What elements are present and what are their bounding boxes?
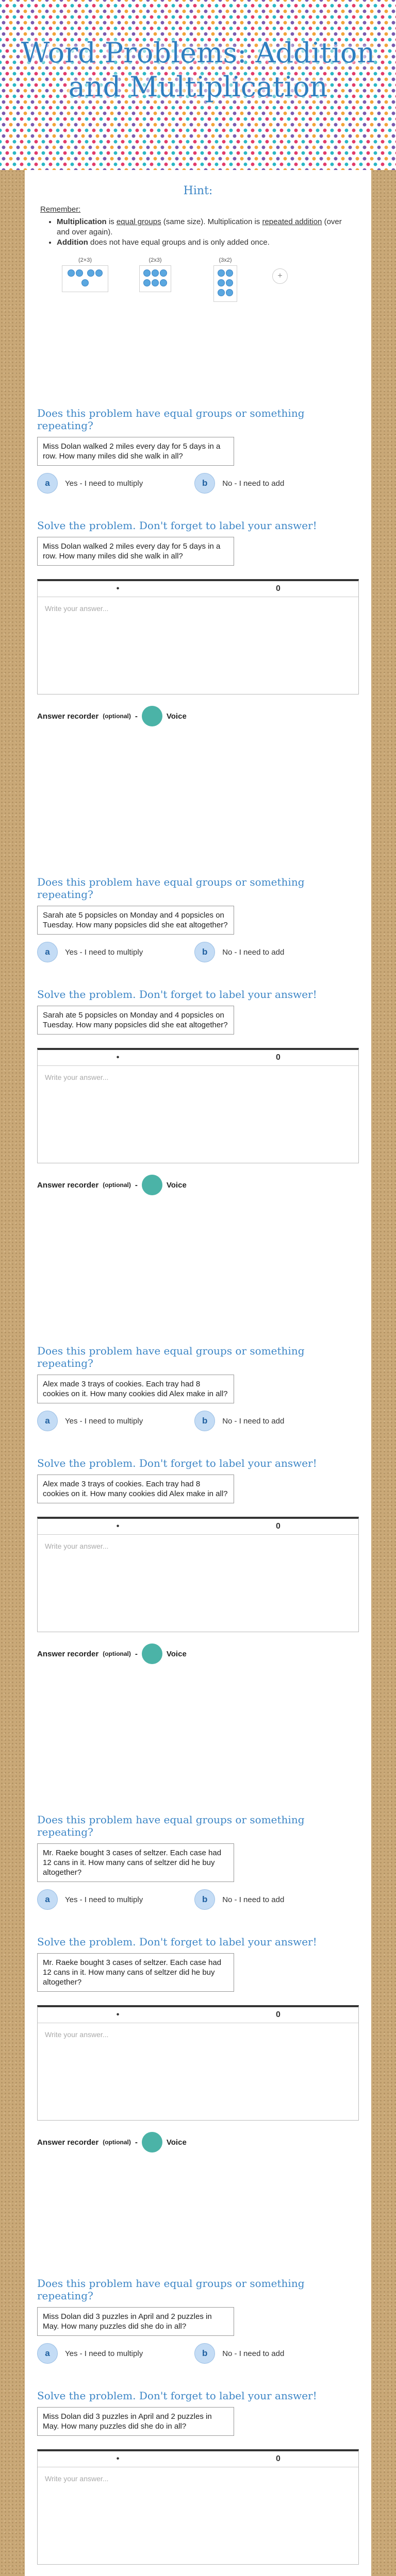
hint-multiplication: • Multiplication is equal groups (same size). Multiplication is repeated addition (over and over again). xyxy=(57,217,356,238)
choice-multiply[interactable] xyxy=(37,2343,143,2364)
recorder-optional: (optional) xyxy=(103,2139,131,2146)
hint-title: Hint: xyxy=(183,184,213,197)
choice-b-label: No - I need to add xyxy=(222,947,285,957)
choice-a-label: Yes - I need to multiply xyxy=(65,479,143,488)
problem-section xyxy=(37,876,359,1195)
record-voice-icon[interactable] xyxy=(142,2132,162,2153)
tile-2: (2x3) xyxy=(132,257,178,292)
solve-heading: Solve the problem. Don't forget to label your answer! xyxy=(37,1457,317,1469)
answer-table-header xyxy=(38,581,358,597)
column-bullet: • xyxy=(116,584,120,593)
solve-heading: Solve the problem. Don't forget to label your answer! xyxy=(37,2389,317,2402)
recorder-label: Answer recorder xyxy=(37,1649,99,1658)
problem-section xyxy=(37,1345,359,1664)
problem-text: Mr. Raeke bought 3 cases of seltzer. Each case had 12 cans in it. How many cans of seltzer did he buy altogether? xyxy=(37,1843,234,1882)
problem-text: Alex made 3 trays of cookies. Each tray had 8 cookies on it. How many cookies did Alex make in all? xyxy=(37,1375,234,1403)
recorder-optional: (optional) xyxy=(103,1650,131,1657)
solve-heading: Solve the problem. Don't forget to label your answer! xyxy=(37,519,317,532)
hint-tiles xyxy=(62,257,371,302)
answer-table xyxy=(37,1048,359,1163)
choice-a-badge[interactable]: a xyxy=(37,1411,58,1431)
record-voice-icon[interactable] xyxy=(142,1175,162,1195)
choice-row xyxy=(37,1889,359,1910)
choice-a-label: Yes - I need to multiply xyxy=(65,1895,143,1904)
equal-groups-question: Does this problem have equal groups or something repeating? xyxy=(37,876,305,901)
answer-table-header xyxy=(38,2451,358,2467)
choice-a-badge[interactable]: a xyxy=(37,473,58,494)
answer-table xyxy=(37,2449,359,2565)
problem-text-repeat: Alex made 3 trays of cookies. Each tray had 8 cookies on it. How many cookies did Alex make in all? xyxy=(37,1475,234,1503)
solve-heading: Solve the problem. Don't forget to label your answer! xyxy=(37,1936,317,1948)
problem-text-repeat: Mr. Raeke bought 3 cases of seltzer. Each case had 12 cans in it. How many cans of seltzer did he buy altogether? xyxy=(37,1953,234,1992)
choice-b-badge[interactable]: b xyxy=(194,942,215,962)
choice-a-badge[interactable]: a xyxy=(37,1889,58,1910)
problem-text-repeat: Miss Dolan walked 2 miles every day for 5 days in a row. How many miles did she walk in all? xyxy=(37,537,234,566)
column-bullet: • xyxy=(116,2010,120,2019)
answer-input[interactable]: Write your answer... xyxy=(45,2475,109,2483)
answer-input[interactable]: Write your answer... xyxy=(45,604,109,613)
problem-text-repeat: Sarah ate 5 popsicles on Monday and 4 popsicles on Tuesday. How many popsicles did she eat altogether? xyxy=(37,1006,234,1035)
choice-multiply[interactable] xyxy=(37,1411,143,1431)
column-bullet: • xyxy=(116,2454,120,2463)
recorder-label: Answer recorder xyxy=(37,711,99,721)
answer-table xyxy=(37,579,359,694)
choice-add[interactable] xyxy=(194,1889,284,1910)
problem-text: Sarah ate 5 popsicles on Monday and 4 popsicles on Tuesday. How many popsicles did she eat altogether? xyxy=(37,906,234,935)
problem-section xyxy=(37,2277,359,2576)
equal-groups-question: Does this problem have equal groups or something repeating? xyxy=(37,1345,305,1369)
problem-section xyxy=(37,1814,359,2153)
voice-label: Voice xyxy=(166,1649,187,1658)
tile-3: (3x2) xyxy=(202,257,249,302)
equal-groups-question: Does this problem have equal groups or something repeating? xyxy=(37,407,305,432)
page-title: Word Problems: Addition and Multiplication xyxy=(21,37,375,103)
choice-b-badge[interactable]: b xyxy=(194,473,215,494)
choice-row xyxy=(37,1411,359,1431)
solve-heading: Solve the problem. Don't forget to label your answer! xyxy=(37,988,317,1001)
column-zero: 0 xyxy=(276,2010,280,2019)
answer-recorder: Answer recorder (optional) - Voice xyxy=(37,1643,359,1664)
column-zero: 0 xyxy=(276,2454,280,2463)
choice-a-label: Yes - I need to multiply xyxy=(65,947,143,957)
recorder-label: Answer recorder xyxy=(37,1180,99,1190)
choice-b-label: No - I need to add xyxy=(222,1416,285,1426)
record-voice-icon[interactable] xyxy=(142,706,162,726)
tile-1: (2×3) xyxy=(62,257,108,292)
problem-text: Miss Dolan walked 2 miles every day for 5 days in a row. How many miles did she walk in all? xyxy=(37,437,234,466)
dotted-header xyxy=(0,0,396,170)
choice-add[interactable] xyxy=(194,2343,284,2364)
add-tile-button[interactable]: + xyxy=(272,268,288,284)
answer-table-header xyxy=(38,1050,358,1066)
answer-input[interactable]: Write your answer... xyxy=(45,2030,109,2039)
record-voice-icon[interactable] xyxy=(142,1643,162,1664)
answer-table-header xyxy=(38,1519,358,1535)
answer-input[interactable]: Write your answer... xyxy=(45,1073,109,1081)
answer-recorder: Answer recorder (optional) - Voice xyxy=(37,1175,359,1195)
voice-label: Voice xyxy=(166,1180,187,1190)
column-zero: 0 xyxy=(276,1053,280,1062)
choice-row xyxy=(37,2343,359,2364)
choice-add[interactable] xyxy=(194,1411,284,1431)
choice-b-badge[interactable]: b xyxy=(194,2343,215,2364)
answer-table xyxy=(37,1517,359,1632)
column-bullet: • xyxy=(116,1522,120,1531)
equal-groups-question: Does this problem have equal groups or something repeating? xyxy=(37,2277,305,2302)
answer-table xyxy=(37,2005,359,2121)
choice-add[interactable] xyxy=(194,473,284,494)
choice-a-badge[interactable]: a xyxy=(37,942,58,962)
column-zero: 0 xyxy=(276,584,280,593)
answer-input[interactable]: Write your answer... xyxy=(45,1542,109,1550)
hint-addition: • Addition does not have equal groups and is only added once. xyxy=(57,238,356,248)
recorder-optional: (optional) xyxy=(103,713,131,720)
problem-text-repeat: Miss Dolan did 3 puzzles in April and 2 puzzles in May. How many puzzles did she do in all? xyxy=(37,2407,234,2436)
answer-table-header xyxy=(38,2007,358,2023)
answer-recorder: Answer recorder (optional) - Voice xyxy=(37,2132,359,2153)
choice-b-badge[interactable]: b xyxy=(194,1889,215,1910)
column-zero: 0 xyxy=(276,1522,280,1531)
recorder-label: Answer recorder xyxy=(37,2138,99,2147)
choice-b-badge[interactable]: b xyxy=(194,1411,215,1431)
voice-label: Voice xyxy=(166,711,187,721)
choice-add[interactable] xyxy=(194,942,284,962)
problem-text: Miss Dolan did 3 puzzles in April and 2 puzzles in May. How many puzzles did she do in all? xyxy=(37,2307,234,2336)
hint-box xyxy=(40,205,356,248)
column-bullet: • xyxy=(116,1053,120,1062)
choice-a-badge[interactable]: a xyxy=(37,2343,58,2364)
choice-b-label: No - I need to add xyxy=(222,479,285,488)
choice-b-label: No - I need to add xyxy=(222,1895,285,1904)
answer-recorder: Answer recorder (optional) - Voice xyxy=(37,706,359,726)
choice-a-label: Yes - I need to multiply xyxy=(65,1416,143,1426)
equal-groups-question: Does this problem have equal groups or something repeating? xyxy=(37,1814,305,1838)
choice-b-label: No - I need to add xyxy=(222,2349,285,2358)
recorder-optional: (optional) xyxy=(103,1181,131,1189)
choice-multiply[interactable] xyxy=(37,473,143,494)
choice-row xyxy=(37,473,359,494)
choice-multiply[interactable] xyxy=(37,942,143,962)
choice-row xyxy=(37,942,359,962)
voice-label: Voice xyxy=(166,2138,187,2147)
problem-section xyxy=(37,407,359,726)
choice-a-label: Yes - I need to multiply xyxy=(65,2349,143,2358)
choice-multiply[interactable] xyxy=(37,1889,143,1910)
remember-label: Remember: xyxy=(40,205,81,214)
